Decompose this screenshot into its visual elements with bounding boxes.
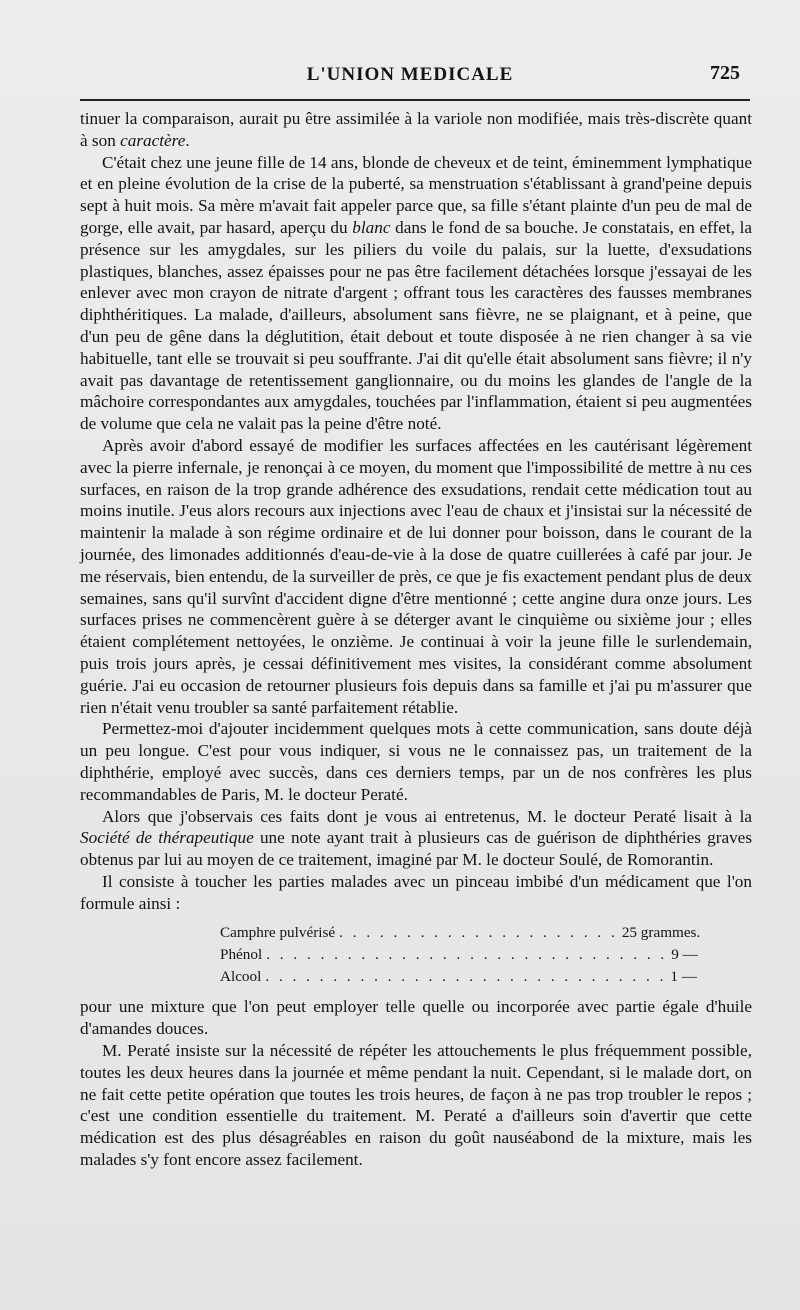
text-run: Il consiste à toucher les parties malades avec un pinceau imbibé d'un médicament que l'on formule ainsi : — [80, 871, 752, 913]
text-run: C'était chez une jeune fille de 14 ans, blonde de cheveux et de teint, éminemment lymphatique et en pleine évolution de la crise de la puberté, sa menstruation s'établissant à grand'peine depuis sept à huit mois. Sa mère m'avait fait appeler parce que, sa fille s'étant plainte d'un peu de mal de gorge, elle avait, par hasard, aperçu du — [80, 152, 752, 237]
paragraphs-before-recipe — [80, 108, 752, 914]
paragraph — [80, 152, 752, 435]
page-number: 725 — [710, 62, 740, 84]
italic-text: blanc — [352, 217, 391, 237]
text-run: Permettez-moi d'ajouter incidemment quelques mots à cette communication, sans doute déjà un peu longue. C'est pour vous indiquer, si vous ne le connaissez pas, un traitement de la diphthérie, employé avec succès, dans ces derniers temps, par un de nos confrères les plus recommandables de Paris, M. le docteur Peraté. — [80, 719, 752, 804]
page-header — [80, 60, 740, 100]
paragraph — [80, 718, 752, 805]
text-run: M. Peraté insiste sur la nécessité de répéter les attouchements le plus fréquemment possible, toutes les deux heures dans la journée et même pendant la nuit. Cependant, si le malade dort, on ne fait cette petite opération que toutes les trois heures, de façon à ne pas trop troubler le repos ; c'est une condition essentielle du traitement. M. Peraté a d'ailleurs soin d'avertir que cette médication est des plus désagréables en raison du goût nauséabond de la mixture, mais les malades s'y font encore assez facilement. — [80, 1041, 752, 1170]
paragraph — [80, 108, 752, 152]
article-body — [80, 108, 752, 1171]
dot-leader: . . . . . . . . . . . . . . . . . . . . . . . . . . . . . . — [265, 968, 667, 986]
text-run: tinuer la comparaison, aurait pu être assimilée à la variole non modifiée, mais très-discrète quant à son — [80, 109, 752, 150]
header-rule — [80, 99, 750, 101]
ingredient-name: Alcool — [220, 968, 262, 986]
text-run: dans le fond de sa bouche. Je constatais, en effet, la présence sur les amygdales, sur les piliers du voile du palais, sur la luette, d'exsudations plastiques, blanches, assez épaisses pour ne pas être facilement détachées lorsque j'essayai de les enlever avec mon crayon de nitrate d'argent ; offrant tous les caractères des fausses membranes diphthéritiques. La malade, d'ailleurs, absolument sans fièvre, ne se plaignant, et à peine, que d'un peu de gêne dans la déglutition, était debout et toute disposée à ne rien changer à sa vie habituelle, tant elle se trouvait si peu souffrante. J'ai dit qu'elle était absolument sans fièvre; il n'y avait pas davantage de retentissement ganglionnaire, ou du moins les glandes de l'angle de la mâchoire correspondantes aux amygdales, touchées par l'inflammation, étaient si peu augmentées de volume que cela ne valait pas la peine d'être noté. — [80, 217, 752, 434]
paragraph — [80, 996, 752, 1040]
text-run: Après avoir d'abord essayé de modifier les surfaces affectées en les cautérisant légèrement avec la pierre infernale, je renonçai à ce moyen, du moment que l'impossibilité de mettre à nu ces surfaces, en raison de la trop grande adhérence des exsudations, rendait cette médication tout au moins inutile. J'eus alors recours aux injections avec l'eau de chaux et j'insistai sur la nécessité de maintenir la malade à son régime ordinaire et de lui donner pour boisson, dans le courant de la journée, des limonades additionnés d'eau-de-vie à la dose de quatre cuillerées à café par jour. Je me réservais, bien entendu, de la surveiller de près, ce que je fis exactement pendant plus de deux semaines, sans qu'il survînt d'accident digne d'être mentionné ; cette angine dura onze jours. Les surfaces prises ne commencèrent guère à se déterger avant le cinquième ou sixième jour ; elles étaient complétement nettoyées, le onzième. Je continuai à voir la jeune fille le surlendemain, puis trois jours après, je cessai définitivement mes visites, la considérant comme absolument guérie. J'ai eu occasion de retourner plusieurs fois depuis dans sa famille et j'ai pu m'assurer que rien n'était venu troubler sa santé parfaitement rétablie. — [80, 435, 752, 717]
text-run: pour une mixture que l'on peut employer telle quelle ou incorporée avec partie égale d'huile d'amandes douces. — [80, 997, 752, 1039]
dot-leader: . . . . . . . . . . . . . . . . . . . . . — [339, 924, 618, 942]
ingredient-name: Phénol — [220, 946, 263, 964]
paragraph — [80, 1040, 752, 1171]
ingredient-name: Camphre pulvérisé — [220, 924, 336, 942]
text-run: Alors que j'observais ces faits dont je vous ai entretenus, M. le docteur Peraté lisait à la — [102, 806, 752, 826]
paragraph — [80, 806, 752, 871]
italic-text: Société de thérapeutique — [80, 828, 254, 848]
running-title: L'UNION MEDICALE — [306, 64, 514, 85]
ingredient-quantity: 9 — — [671, 946, 698, 964]
text-run: . — [185, 130, 190, 150]
paragraph — [80, 435, 752, 718]
text-run: une note ayant trait à plusieurs cas de guérison de diphthéries graves obtenus par lui au moyen de ce traitement, imaginé par M. le docteur Soulé, de Romorantin. — [80, 828, 753, 870]
dot-leader: . . . . . . . . . . . . . . . . . . . . . . . . . . . . . . — [266, 946, 668, 964]
paragraphs-after-recipe — [80, 996, 752, 1170]
recipe-row — [220, 966, 697, 988]
ingredient-quantity: 25 grammes. — [621, 924, 701, 942]
recipe-row — [220, 922, 701, 944]
paragraph — [80, 871, 752, 915]
recipe-formula — [220, 922, 701, 988]
recipe-row — [220, 944, 698, 966]
ingredient-quantity: 1 — — [670, 968, 697, 986]
italic-text: caractère — [120, 130, 186, 150]
